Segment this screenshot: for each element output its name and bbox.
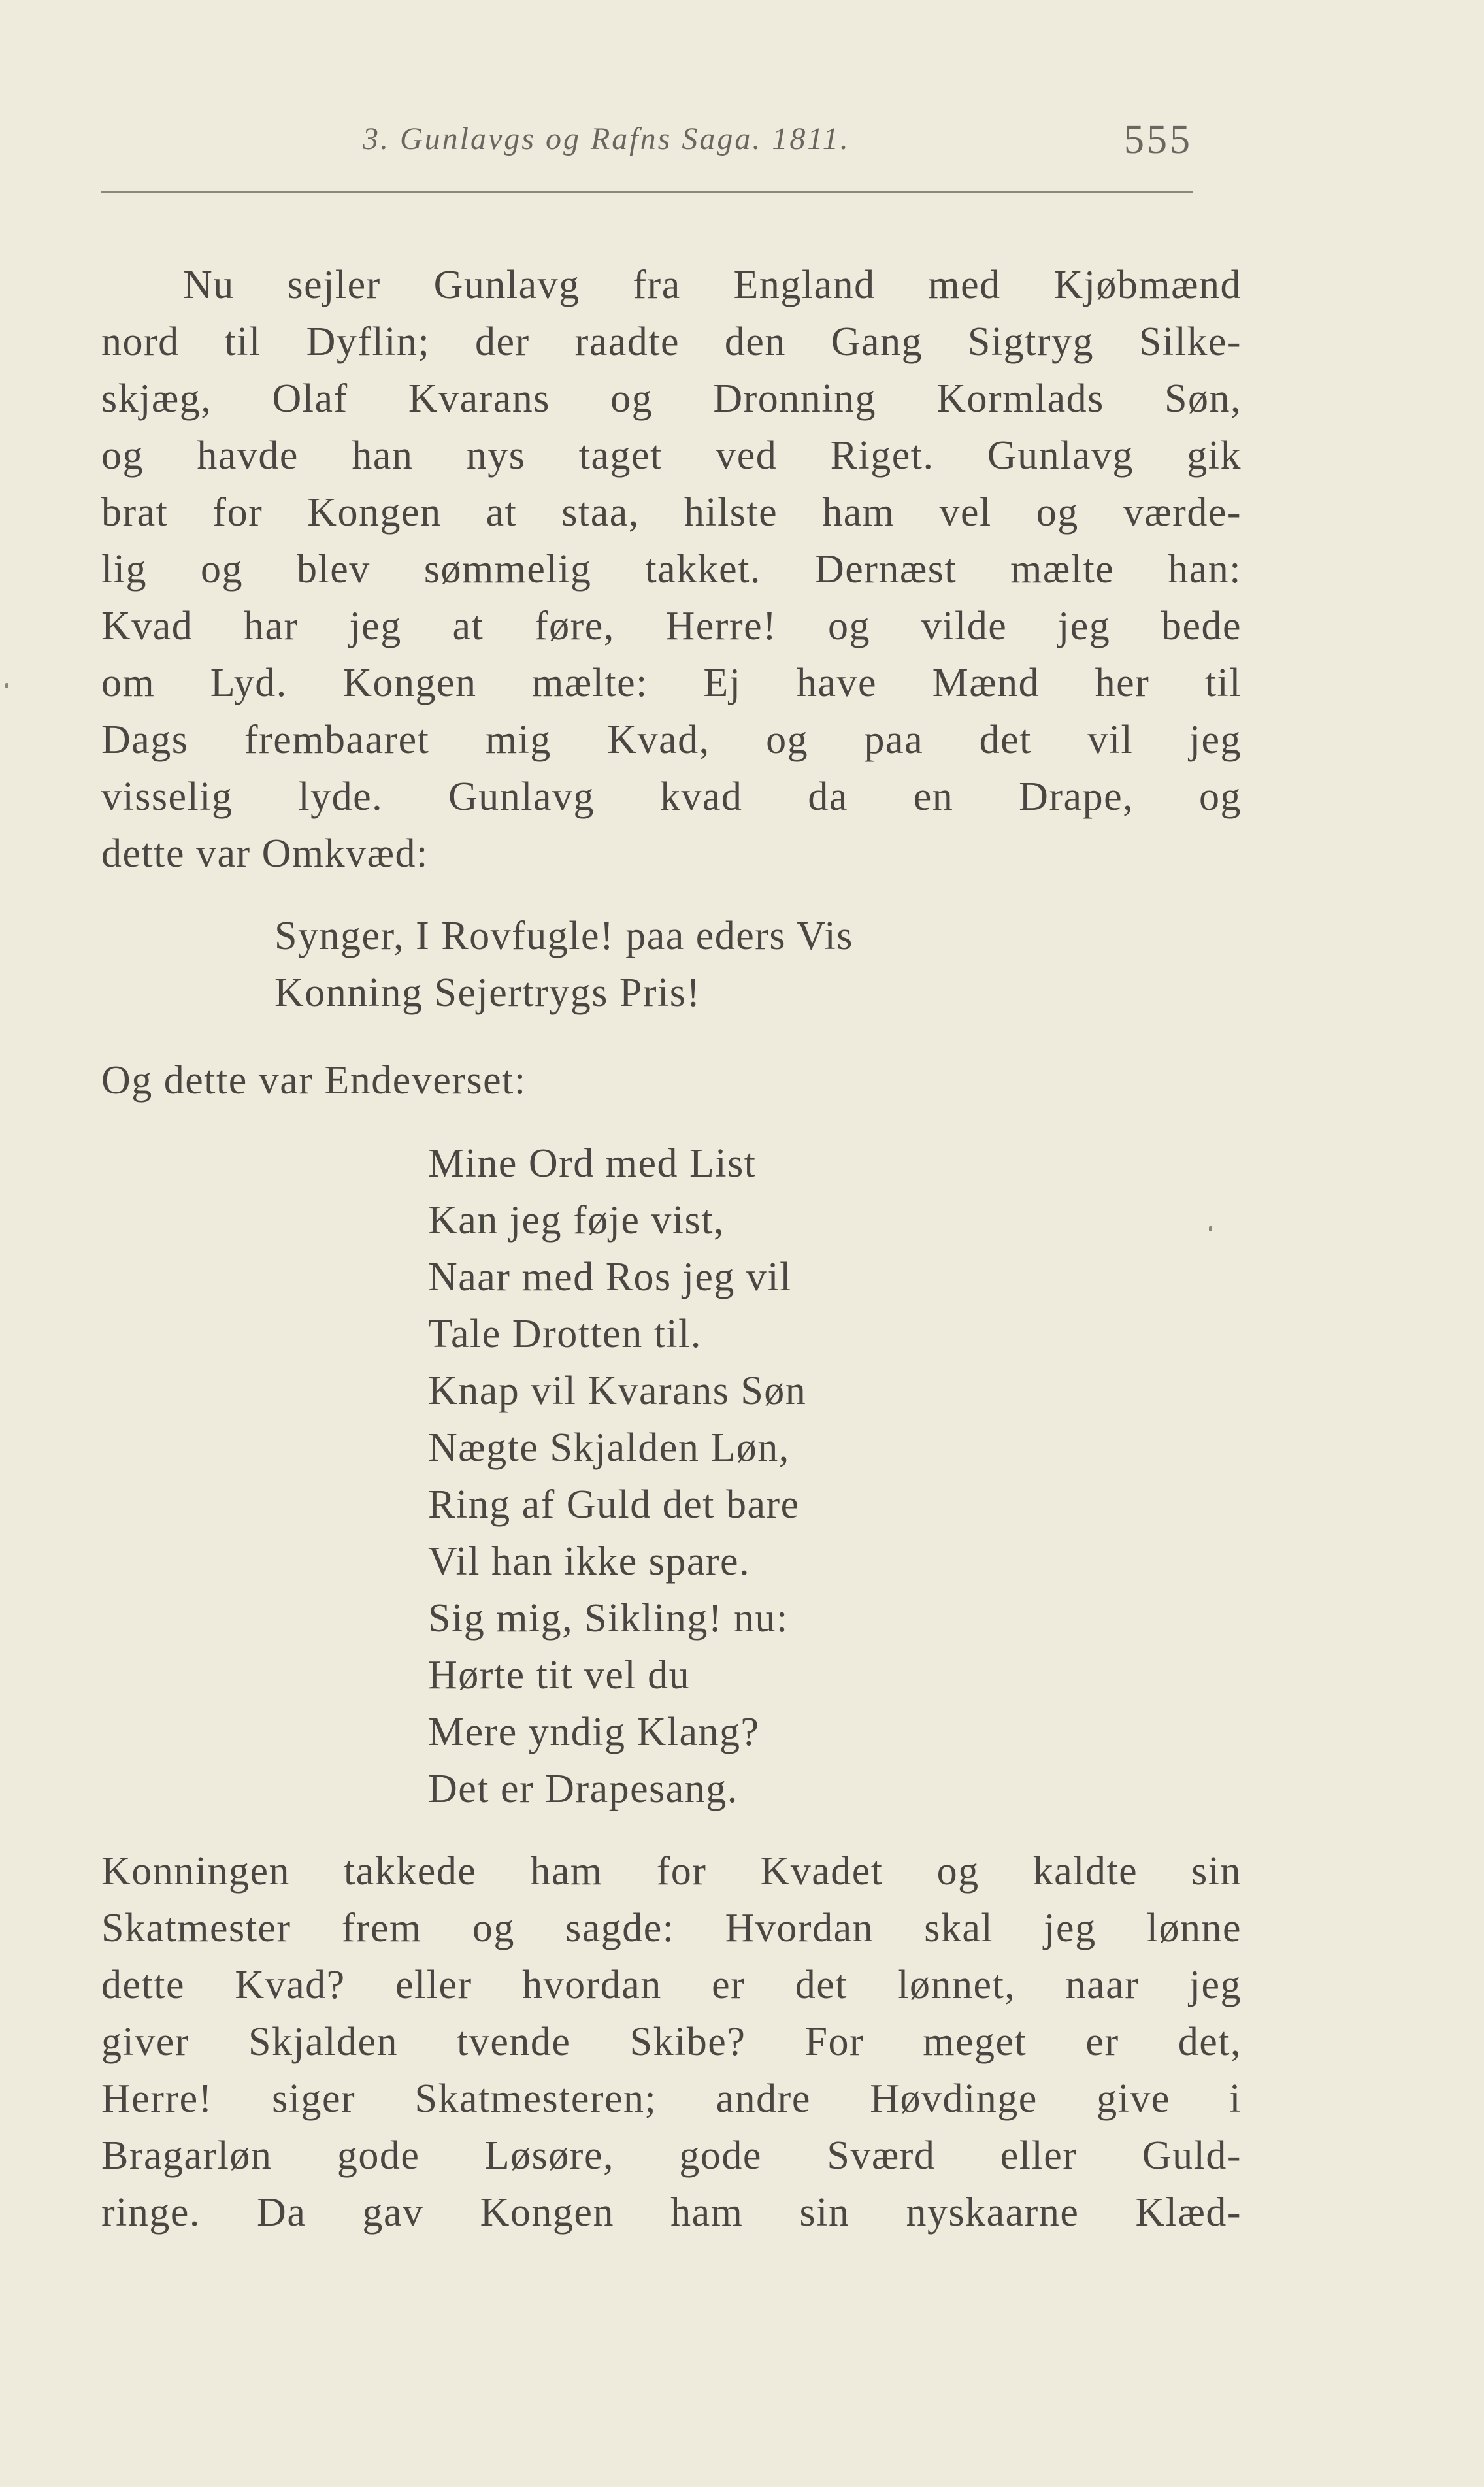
verse-line: Tale Drotten til. — [428, 1312, 702, 1356]
verse-line: Vil han ikke spare. — [428, 1539, 751, 1584]
verse-line: Konning Sejertrygs Pris! — [274, 971, 701, 1015]
text-line: Kvad har jeg at føre, Herre! og vilde jeg bede — [101, 604, 1242, 648]
refrain — [274, 908, 853, 1022]
verse-line: Sig mig, Sikling! nu: — [428, 1596, 789, 1641]
text-line: ringe. Da gav Kongen ham sin nyskaarne Klæd- — [101, 2190, 1242, 2235]
paragraph-2 — [101, 1843, 1242, 2241]
verse-line: Det er Drapesang. — [428, 1767, 738, 1811]
verse-line: Hørte tit vel du — [428, 1653, 691, 1697]
text-line: visselig lyde. Gunlavg kvad da en Drape, og — [101, 775, 1242, 819]
text-line: Bragarløn gode Løsøre, gode Sværd eller Guld- — [101, 2133, 1242, 2178]
page-header — [101, 118, 1193, 173]
verse-line: Naar med Ros jeg vil — [428, 1255, 792, 1299]
verse-line: Ring af Guld det bare — [428, 1482, 800, 1527]
text-line: Dags frembaaret mig Kvad, og paa det vil jeg — [101, 718, 1242, 762]
margin-speck — [1209, 1226, 1212, 1231]
end-verse — [428, 1135, 806, 1818]
text-line: Og dette var Endeverset: — [101, 1058, 527, 1103]
verse-intro — [101, 1052, 1242, 1109]
paragraph-1 — [101, 257, 1242, 882]
verse-line: Synger, I Rovfugle! paa eders Vis — [274, 914, 853, 958]
text-line: brat for Kongen at staa, hilste ham vel og værde- — [101, 490, 1242, 535]
running-title: 3. Gunlavgs og Rafns Saga. 1811. — [363, 122, 850, 156]
text-line: og havde han nys taget ved Riget. Gunlavg gik — [101, 433, 1242, 478]
page-number: 555 — [1124, 118, 1193, 162]
text-line: Skatmester frem og sagde: Hvordan skal jeg lønne — [101, 1906, 1242, 1950]
text-line: lig og blev sømmelig takket. Dernæst mælte han: — [101, 547, 1242, 592]
text-line: skjæg, Olaf Kvarans og Dronning Kormlads Søn, — [101, 376, 1242, 421]
verse-line: Kan jeg føje vist, — [428, 1198, 725, 1243]
text-line: om Lyd. Kongen mælte: Ej have Mænd her til — [101, 661, 1242, 705]
verse-line: Knap vil Kvarans Søn — [428, 1369, 807, 1413]
text-line: Herre! siger Skatmesteren; andre Høvdinge give i — [101, 2077, 1242, 2121]
margin-speck — [5, 683, 8, 688]
text-line: Konningen takkede ham for Kvadet og kaldte sin — [101, 1849, 1242, 1894]
text-line: Nu sejler Gunlavg fra England med Kjøbmænd — [183, 263, 1242, 307]
header-rule — [101, 191, 1193, 193]
text-line: dette var Omkvæd: — [101, 831, 429, 876]
verse-line: Mere yndig Klang? — [428, 1710, 760, 1754]
verse-line: Mine Ord med List — [428, 1141, 757, 1186]
text-line: dette Kvad? eller hvordan er det lønnet, naar jeg — [101, 1963, 1242, 2007]
text-line: giver Skjalden tvende Skibe? For meget er det, — [101, 2020, 1242, 2064]
verse-line: Nægte Skjalden Løn, — [428, 1426, 790, 1470]
text-line: nord til Dyflin; der raadte den Gang Sigtryg Silke- — [101, 320, 1242, 364]
